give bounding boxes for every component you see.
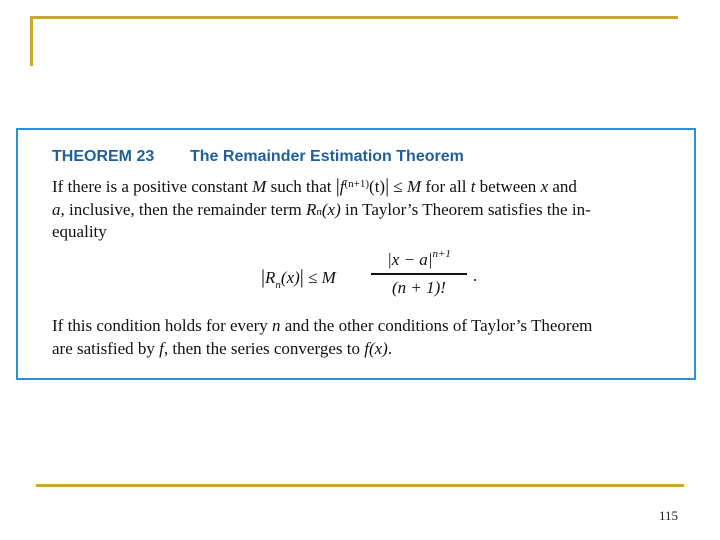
abs-bar: | [261,266,266,288]
page-number: 115 [658,508,678,523]
math-a: a [52,200,61,219]
math-M: M [406,177,422,196]
abs-bar: | [335,175,340,197]
theorem-line-1 [52,176,577,197]
fraction-numerator [369,250,469,273]
math-subscript: n [275,279,281,291]
math-exponent: n+1 [432,248,451,260]
math-subscript: n [316,206,322,218]
abs-bar: | [299,266,304,288]
bottom-decorative-rule [36,484,684,487]
text-segment: If there is a positive constant [52,177,253,196]
top-decorative-rule [30,16,678,19]
math-denominator: (n + 1)! [392,277,446,297]
math-exponent: (n+1) [344,178,370,190]
formula-fraction [369,250,469,298]
theorem-title: The Remainder Estimation Theorem [190,148,464,165]
text-segment: , inclusive, then the remainder term [60,200,306,219]
math-arg: (x) [321,200,341,219]
theorem-line-4 [52,316,592,336]
text-segment: and the other conditions of Taylor’s Theorem [280,316,593,335]
math-numerator: |x − a| [387,250,433,269]
text-segment: are satisfied by [52,339,160,358]
math-fx: f(x) [364,339,388,358]
theorem-heading [52,148,464,166]
math-M: M [252,177,267,196]
math-R: R [265,268,276,287]
fraction-denominator [369,275,469,298]
text-segment: such that [266,177,336,196]
left-decorative-rule [30,16,33,66]
text-segment: and [548,177,577,196]
theorem-line-3: equality [52,222,107,241]
text-segment: in Taylor’s Theorem satisfies the in- [340,200,591,219]
theorem-number: THEOREM 23 [52,148,155,165]
formula-lhs [261,266,336,289]
text-segment: for all [421,177,471,196]
math-R: R [305,200,317,219]
math-arg: (x) [280,268,300,287]
math-x: x [540,177,549,196]
formula-period: . [473,266,478,285]
math-f: f [339,177,345,196]
abs-bar: | [385,175,390,197]
theorem-line-5 [52,339,392,359]
text-segment: If this condition holds for every [52,316,273,335]
text-segment: between [475,177,541,196]
theorem-line-2 [52,200,591,220]
text-segment: , then the series converges to [163,339,365,358]
math-arg: (t) [369,177,386,196]
theorem-box [16,128,696,380]
math-t: t [470,177,476,196]
math-le: ≤ [389,177,407,196]
remainder-inequality-formula [261,250,491,306]
math-le-M: ≤ M [303,268,336,287]
text-segment: . [387,339,393,358]
math-f: f [159,339,164,358]
math-n: n [272,316,281,335]
